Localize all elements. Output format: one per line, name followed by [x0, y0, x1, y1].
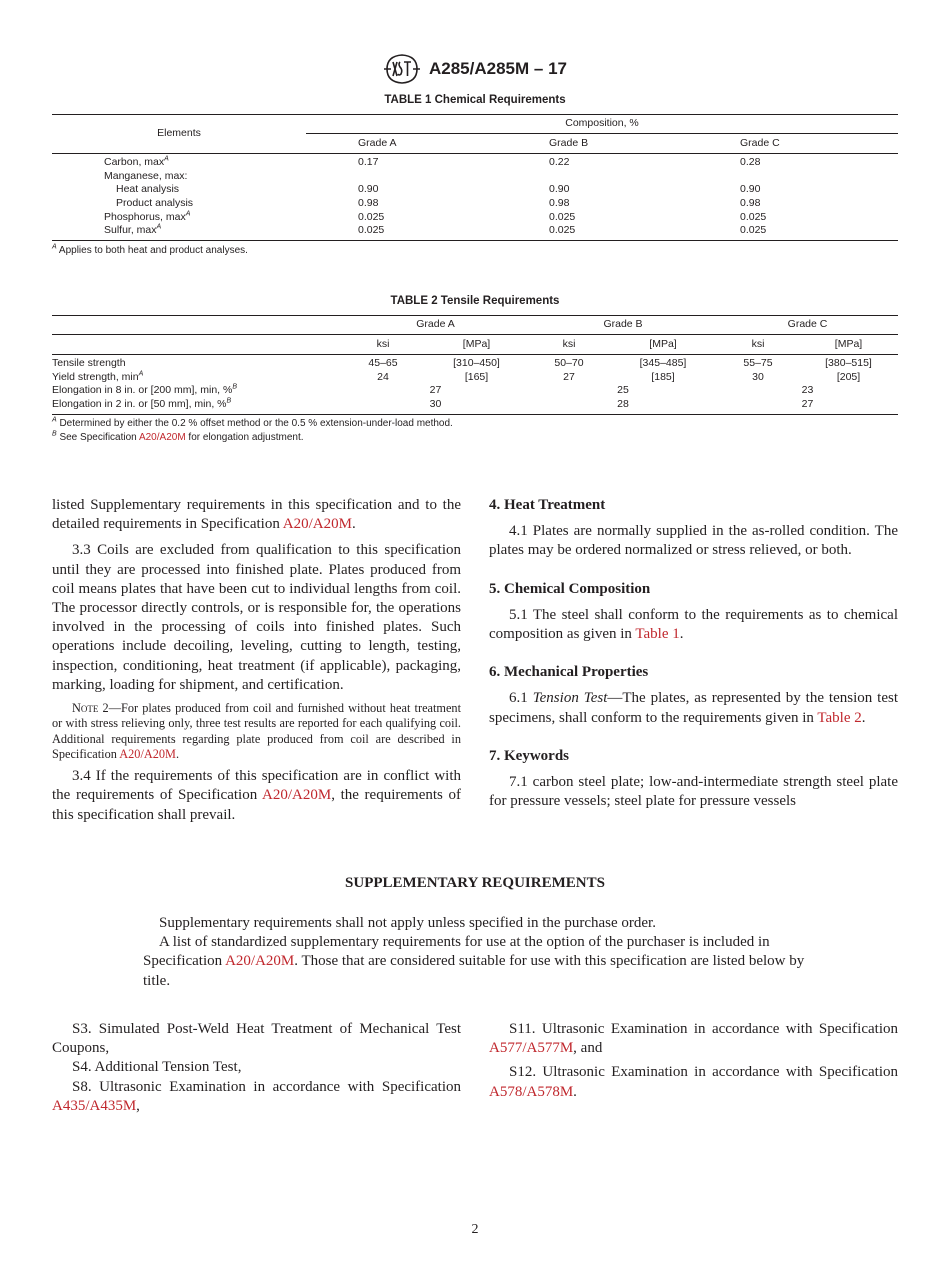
- table-row: Elongation in 8 in. or [200 mm], min, %$^B$ 27 25 23: [52, 383, 814, 397]
- list-item: S12. Ultrasonic Examination in accordance with Specification A578/A578M.: [489, 1064, 898, 1100]
- a20-link[interactable]: A20/A20M: [282, 516, 352, 533]
- table1-composition-header: Composition, %: [306, 115, 898, 134]
- table-row: Yield strength, $\min^A$ 24 [165] 27 [185] 30 [205]: [52, 370, 861, 383]
- table2-footnote-b: $^B$ See Specification A20/A20M for elongation adjustment.: [52, 430, 304, 443]
- table-row: Manganese, max:: [104, 169, 188, 182]
- astm-logo-icon: [383, 52, 421, 86]
- supplementary-title: SUPPLEMENTARY REQUIREMENTS: [345, 875, 605, 891]
- table2-grade-b-header: Grade B: [529, 316, 717, 335]
- paragraph-5-1: 5.1 The steel shall conform to the requirements as to chemical composition as given in Table 1.: [489, 606, 898, 643]
- a20-link[interactable]: A20/A20M: [225, 953, 295, 970]
- list-item: S3. Simulated Post-Weld Heat Treatment of Mechanical Test Coupons,: [52, 1021, 461, 1057]
- section-heading: 4. Heat Treatment: [489, 497, 606, 513]
- supplementary-left-column: [52, 1020, 461, 1116]
- note-2: Note 2—For plates produced from coil and furnished without heat treatment or with stress relieving only, three test results are reported for each qualifying coil. Additional requirements regarding plate produced from coil are described in Specification A20/A20M.: [52, 701, 461, 761]
- a20-link[interactable]: A20/A20M: [262, 787, 332, 804]
- table1-title: TABLE 1 Chemical Requirements: [384, 94, 566, 106]
- a577-link[interactable]: A577/A577M: [489, 1040, 574, 1057]
- table2-title: TABLE 2 Tensile Requirements: [390, 295, 560, 307]
- list-item: S11. Ultrasonic Examination in accordance with Specification A577/A577M, and: [489, 1021, 898, 1057]
- table2-grade-c-header: Grade C: [717, 316, 898, 335]
- table2-footnote-a: $^A$ Determined by either the 0.2 % offset method or the 0.5 % extension-under-load method.: [52, 416, 453, 429]
- table-row: Carbon, $\max^A$ 0.17 0.22 0.28: [104, 155, 761, 169]
- table1-grade-b-header: Grade B: [549, 136, 589, 149]
- table1-chemical-requirements: [52, 114, 898, 241]
- table-row: Elongation in 2 in. or [50 mm], min, %$^B$ 30 28 27: [52, 398, 898, 414]
- supplementary-intro: Supplementary requirements shall not apply unless specified in the purchase order. A list of standardized supplementary requirements for use at the option of the purchaser is included in Specification A20/A20M. Those that are considered suitable for use with this specification are listed below by title.: [143, 915, 805, 989]
- paragraph-7-1: 7.1 carbon steel plate; low-and-intermediate strength steel plate for pressure vessels; steel plate for pressure vessels: [489, 774, 898, 810]
- paragraph-4-1: 4.1 Plates are normally supplied in the as-rolled condition. The plates may be ordered normalized or stress relieved, or both.: [489, 523, 898, 559]
- section-heading: 6. Mechanical Properties: [489, 664, 649, 681]
- section-heading: 5. Chemical Composition: [489, 580, 651, 597]
- section-heading: 7. Keywords: [489, 747, 569, 764]
- table-row: Heat analysis 0.90 0.90 0.90: [116, 183, 761, 196]
- table-row: Tensile strength 45–65 [310–450] 50–70 [345–485] 55–75 [380–515]: [52, 357, 872, 370]
- table2-tensile-requirements: Grade A Grade B Grade C ksi [MPa] ksi [MPa] ksi [MPa] Tensile strength 45–65 [310–450] 50–70 [345–485] 55–75 [380–515] Yield strength, $\min^A$ 24 [165] 27 [185] 30 [205] Elongation in 8 in. or [200 mm], min, %$^B$ 27 25 23 Elongation in 2 in. or [50 mm], min, %$^B$ 30 28 27: [52, 315, 898, 415]
- a20-link[interactable]: A20/A20M: [119, 746, 176, 761]
- table2-link[interactable]: Table 2: [817, 709, 862, 726]
- supplementary-right-column: [489, 1020, 898, 1102]
- paragraph-6-1: 6.1 Tension Test—The plates, as represented by the tension test specimens, shall conform to the requirements given in Table 2.: [489, 690, 899, 726]
- right-column: [489, 496, 898, 811]
- list-item: S4. Additional Tension Test,: [72, 1059, 242, 1076]
- document-id: A285/A285M – 17: [429, 59, 567, 78]
- page-number: 2: [471, 1222, 479, 1237]
- table1-link[interactable]: Table 1: [635, 626, 680, 643]
- table-row: Product analysis 0.98 0.98 0.98: [116, 196, 761, 209]
- table1-elements-header: Elements: [52, 115, 306, 154]
- list-item: S8. Ultrasonic Examination in accordance with Specification A435/A435M,: [52, 1078, 461, 1114]
- paragraph-3-4: 3.4 If the requirements of this specification are in conflict with the requirements of Specification A20/A20M, the requirements of this specification shall prevail.: [52, 768, 461, 823]
- page-header: [0, 52, 950, 91]
- left-column: [52, 496, 461, 825]
- a578-link[interactable]: A578/A578M: [489, 1083, 574, 1100]
- a20-link[interactable]: A20/A20M: [138, 432, 186, 443]
- table1-grade-c-header: Grade C: [740, 136, 780, 149]
- table1-footnote: $^A$ Applies to both heat and product analyses.: [52, 243, 248, 256]
- paragraph-3-3: 3.3 Coils are excluded from qualification to this specification until they are processed into finished plate. Plates produced from coil means plates that have been cut to individual lengths from coil. The processor directly controls, or is responsible for, the operations involved in the processing of coils into finished plates. Such operations include decoiling, leveling, cutting to length, testing, inspection, conditioning, heat treatment (if applicable), packaging, marking, loading for shipment, and certification.: [52, 542, 461, 693]
- table1-grade-a-header: Grade A: [358, 136, 397, 149]
- a435-link[interactable]: A435/A435M: [52, 1097, 137, 1114]
- paragraph: listed Supplementary requirements in this specification and to the detailed requirements in Specification A20/A20M.: [52, 497, 461, 533]
- table2-grade-a-header: Grade A: [342, 316, 529, 335]
- table-row: Sulfur, $\max^A$ 0.025 0.025 0.025: [52, 224, 898, 240]
- table-row: Phosphorus, $\max^A$ 0.025 0.025 0.025: [104, 210, 767, 223]
